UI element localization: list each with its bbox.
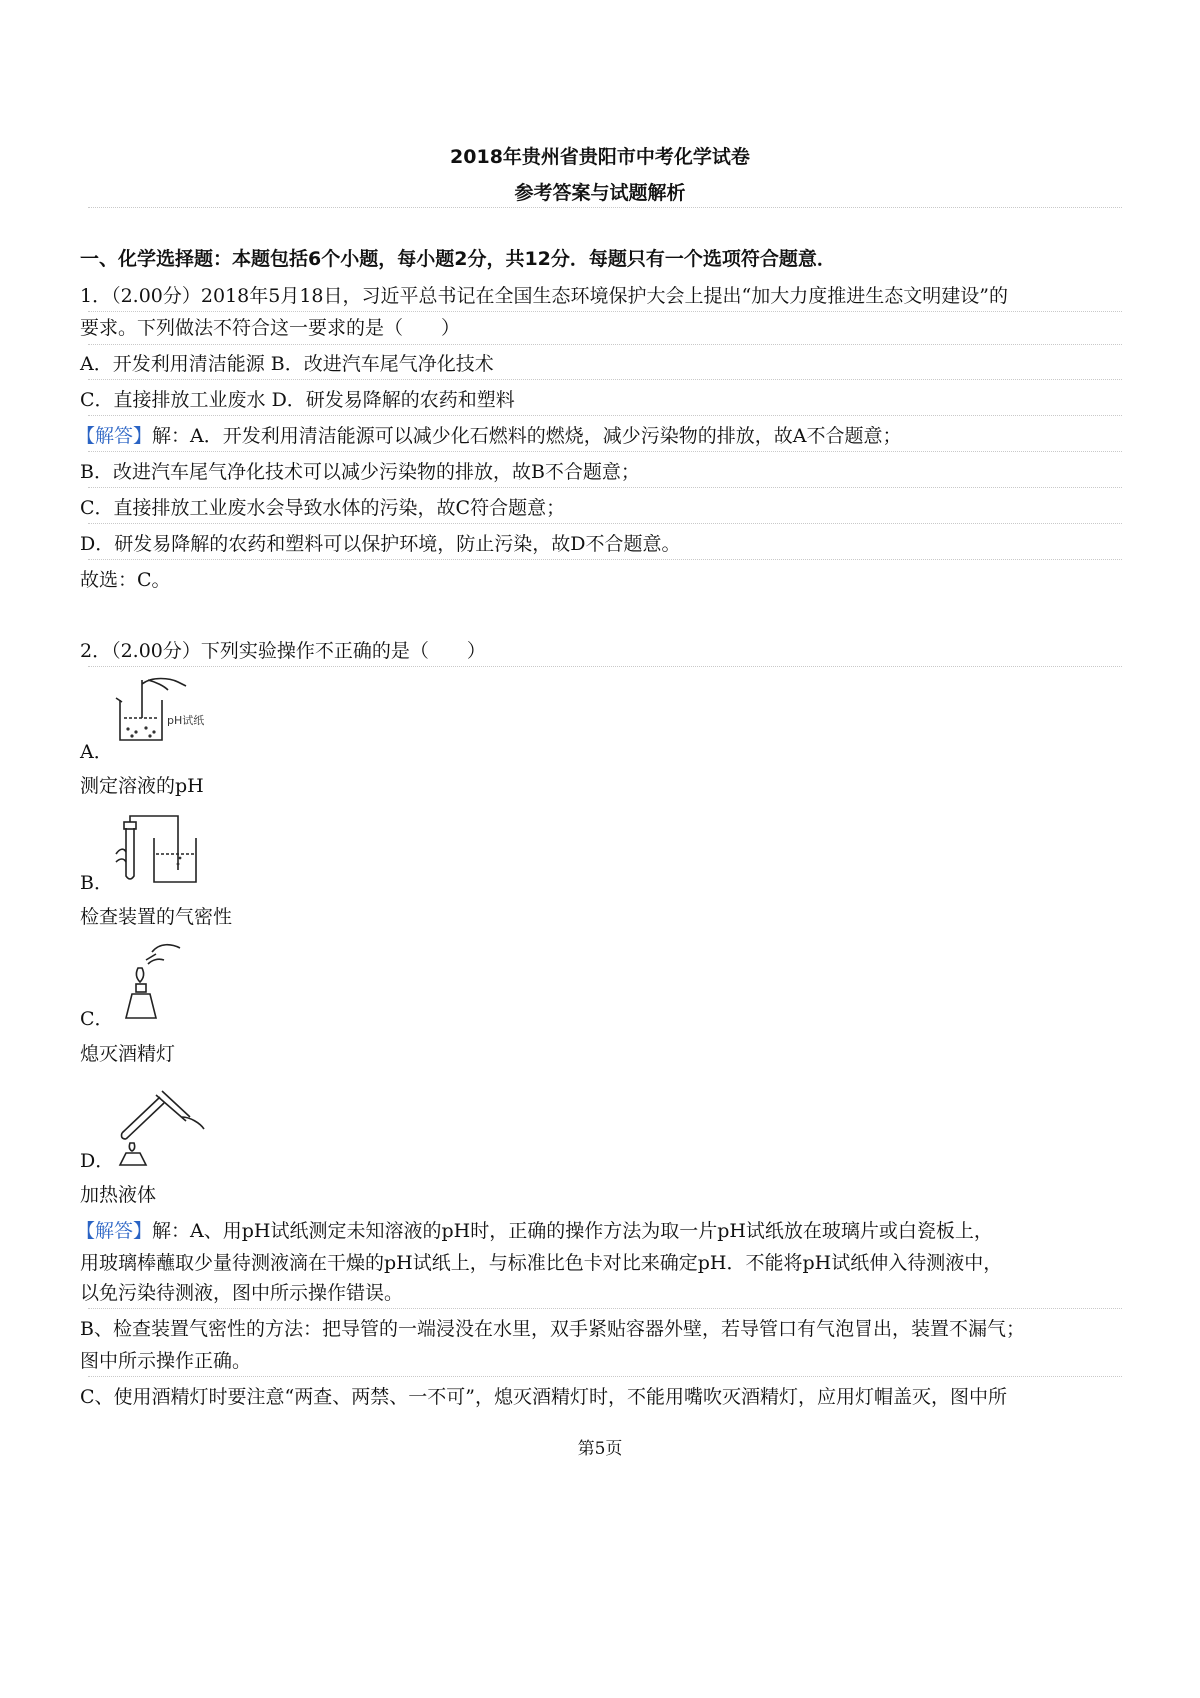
divider [88,1308,1122,1309]
q2-option-d-letter: D． [80,1150,115,1172]
heating-liquid-illustration [112,1077,208,1167]
q2-option-b-caption: 检查装置的气密性 [80,906,233,928]
divider [88,487,1122,488]
q2-option-c-caption: 熄灭酒精灯 [80,1043,176,1065]
q2-answer-line-5: 图中所示操作正确。 [80,1350,252,1372]
q1-choice: 故选：C。 [80,569,171,591]
page-number: 第5页 [577,1439,623,1459]
divider [88,451,1122,452]
alcohol-lamp-illustration [112,938,184,1024]
q2-option-a-letter: A． [80,741,113,763]
divider [88,559,1122,560]
q1-answer-line-d: D．研发易降解的农药和塑料可以保护环境，防止污染，故D不合题意。 [80,533,681,555]
divider [88,415,1122,416]
answer-tag: 【解答】 [76,1220,153,1242]
answer-tag: 【解答】 [76,425,153,447]
q1-options-cd: C．直接排放工业废水 D．研发易降解的农药和塑料 [80,389,515,411]
divider [88,344,1122,345]
q2-option-d-caption: 加热液体 [80,1184,157,1206]
divider [88,523,1122,524]
airtightness-illustration [110,814,206,886]
page-title: 2018年贵州省贵阳市中考化学试卷 [450,146,750,168]
ph-test-illustration [112,674,208,744]
section-heading: 一、化学选择题：本题包括6个小题，每小题2分，共12分．每题只有一个选项符合题意． [80,248,836,270]
q2-option-a-caption: 测定溶液的pH [80,775,204,797]
q2-option-c-letter: C． [80,1008,114,1030]
q1-answer-line-b: B．改进汽车尾气净化技术可以减少污染物的排放，故B不合题意； [80,461,640,483]
q1-stem-line1: 1．（2.00分）2018年5月18日，习近平总书记在全国生态环境保护大会上提出“加大力度推进生态文明建设”的 [80,285,1008,307]
q1-options-ab: A．开发利用清洁能源 B．改进汽车尾气净化技术 [80,353,494,375]
q2-answer-line-2: 用玻璃棒蘸取少量待测液滴在干燥的pH试纸上，与标准比色卡对比来确定pH．不能将pH试纸伸入待测液中， [80,1252,1003,1274]
q2-option-b-letter: B． [80,872,113,894]
divider [88,207,1122,208]
ph-paper-label: pH试纸 [167,714,205,727]
q1-stem-line2: 要求。下列做法不符合这一要求的是（ ） [80,317,461,339]
divider [88,379,1122,380]
q2-answer-line-3: 以免污染待测液，图中所示操作错误。 [80,1282,404,1304]
divider [88,1376,1122,1377]
q2-answer-line-1 [76,1218,993,1244]
q1-answer-line-c: C．直接排放工业废水会导致水体的污染，故C符合题意； [80,497,566,519]
answer-text: 解：A、用pH试纸测定未知溶液的pH时，正确的操作方法为取一片pH试纸放在玻璃片或白瓷板上， [152,1220,993,1242]
page-subtitle: 参考答案与试题解析 [514,182,686,204]
q2-answer-line-4: B、检查装置气密性的方法：把导管的一端浸没在水里，双手紧贴容器外壁，若导管口有气泡冒出，装置不漏气； [80,1318,1025,1340]
divider [88,311,1122,312]
q2-answer-line-6: C、使用酒精灯时要注意“两查、两禁、一不可”，熄灭酒精灯时，不能用嘴吹灭酒精灯，应用灯帽盖灭，图中所 [80,1386,1007,1408]
q2-stem: 2．（2.00分）下列实验操作不正确的是（ ） [80,640,486,662]
divider [88,666,1122,667]
q1-answer-line-a [76,423,901,449]
answer-text: 解：A．开发利用清洁能源可以减少化石燃料的燃烧，减少污染物的排放，故A不合题意； [152,425,902,447]
